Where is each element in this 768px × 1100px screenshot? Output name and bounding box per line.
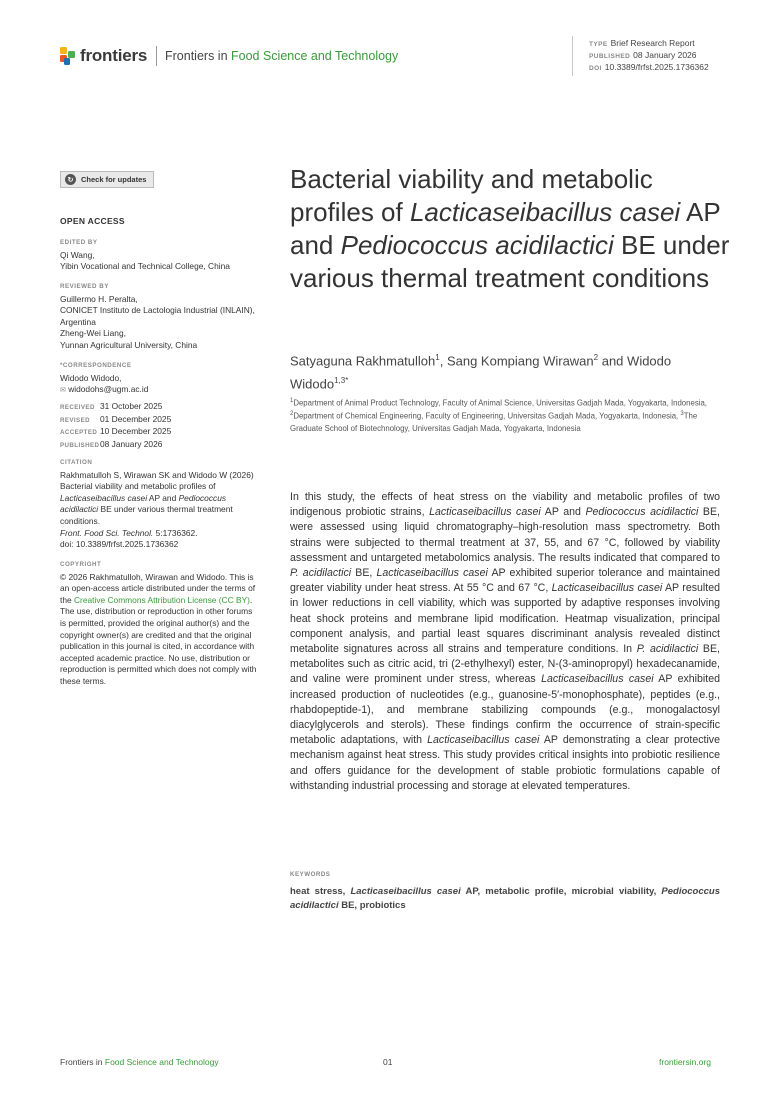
date-label: PUBLISHED [60,441,100,449]
date-value: 01 December 2025 [100,413,172,424]
text-run: heat stress, [290,886,351,897]
species-name: P. acidilactici [290,567,352,580]
check-for-updates-button[interactable] [60,171,154,188]
title-part: BE under various thermal treatment conditions [290,230,730,293]
text-run: BE, probiotics [338,900,406,911]
author-name[interactable]: Sang Kompiang Wirawan [446,353,594,369]
author-conj: and [598,353,624,369]
affiliation: Department of Chemical Engineering, Faculty of Engineering, Universitas Gadjah Mada, Yogyakarta, Indonesia, [293,411,681,421]
date-label: ACCEPTED [60,429,98,437]
text-run: BE, were assessed using liquid chromatography–high-resolution mass spectrometry. Both strains were subjected to thermal treatment at 37, 55, and 67 °C, followed by viability assessment and untargeted metabolomics analysis. The results indicated that compared to [290,506,720,564]
journal-title: Food Science and Technology [231,49,399,63]
species-name: Lacticaseibacillus casei [429,506,541,519]
frontiers-logo-icon [60,47,76,65]
text-run: BE, [351,567,377,580]
citation-label: CITATION [60,459,93,466]
date-value: 08 January 2026 [100,438,163,449]
correspondence-name: Widodo Widodo, [60,372,122,383]
date-label: RECEIVED [60,404,95,411]
copyright-part: © 2026 Rakhmatulloh, Wirawan and Widodo. This is an open-access article distributed under the terms of the [60,571,256,605]
text-run: AP exhibited increased production of nucleotides (e.g., guanosine-5′-monophosphate), peptides (e.g., rhabdopeptide-1), and membrane stabilizing compounds (e.g., monogalactosyl diacylglycerols and sterols). These findings confirm the occurrence of strain-specific metabolic adaptations, with [290,673,720,747]
title-species: Lacticaseibacillus casei [409,197,681,227]
text-run: AP and [540,506,586,519]
affil-sup: 1 [290,398,294,404]
species-name: Pediococcus acidilactici [585,506,699,519]
author-name[interactable]: Satyaguna Rakhmatulloh [290,353,436,369]
footer-journal[interactable] [60,1057,219,1067]
article-dates [60,401,260,451]
frontiers-logo[interactable] [60,44,147,68]
copyright-text [60,572,260,688]
logo-wordmark: frontiers [80,46,148,65]
citation-part: BE under various thermal treatment conditions. [60,504,233,526]
reviewer-affiliation: Yunnan Agricultural University, China [60,339,198,350]
accepted-date [60,426,260,439]
keywords [290,885,720,913]
meta-divider [572,36,573,76]
affiliations [290,396,720,435]
doi-value: 10.3389/frfst.2025.1736362 [604,62,709,72]
correspondence [60,360,260,397]
affil-sup: 2 [290,411,294,418]
check-updates-label: Check for updates [81,175,147,184]
published-label: PUBLISHED [589,53,631,60]
edited-by-label: EDITED BY [60,239,98,246]
article-title [290,163,730,295]
correspondence-email[interactable] [60,384,260,397]
reviewer-affiliation: CONICET Instituto de Lactologia Industrial (INLAIN), Argentina [60,305,255,327]
citation-volume: 5:1736362. [153,527,198,538]
published-value: 08 January 2026 [633,50,697,60]
citation-doi[interactable]: doi: 10.3389/frfst.2025.1736362 [60,539,179,550]
species-name: P. acidilactici [636,643,699,656]
date-value: 10 December 2025 [100,426,172,437]
species-name: Lacticaseibacillus casei [350,886,461,897]
footer-site-link[interactable]: frontiersin.org [659,1057,711,1067]
species-name: Lacticaseibacillus casei [376,567,488,580]
citation-journal: Front. Food Sci. Technol. [60,527,154,538]
page-number: 01 [383,1057,393,1067]
header-divider [156,46,157,66]
author-name[interactable]: Widodo Widodo [290,353,672,392]
reviewed-by [60,281,260,352]
type-value: Brief Research Report [610,38,695,48]
author-list: Satyaguna Rakhmatulloh$^1$, Sang Kompiang Wirawan$^2$ and Widodo Widodo$^{1,3*}$ [290,353,672,392]
text-run: AP exhibited superior tolerance and maintained greater viability under heat stress. At 55 °C and 67 °C, [290,567,720,595]
author-sup: 1 [435,353,440,362]
citation-part: Rakhmatulloh S, Wirawan SK and Widodo W (2026) Bacterial viability and metabolic profiles of [60,469,254,492]
open-access-label: OPEN ACCESS [60,216,125,226]
reviewer-name: Guillermo H. Peralta, [60,293,138,304]
title-species: Pediococcus acidilactici [340,230,614,260]
citation-species: Lacticaseibacillus casei [60,492,148,503]
copyright-part: . The use, distribution or reproduction in other forums is permitted, provided the original author(s) and the copyright owner(s) are credited and that the original publication in this journal is cited, in accordance with accepted academic practice. No use, distribution or reproduction is permitted which does not comply with these terms. [60,594,257,686]
title-part: Bacterial viability and metabolic profiles of [290,164,653,227]
citation-text [60,470,260,551]
title-part: AP and [290,197,721,260]
species-name: Lacticaseibacillus casei [551,582,663,595]
email-address: widodohs@ugm.ac.id [68,384,149,395]
copyright-label: COPYRIGHT [60,561,102,568]
footer-journal-prefix: Frontiers in [60,1057,105,1067]
affiliation: Department of Animal Product Technology, Faculty of Animal Science, Universitas Gadjah Mada, Yogyakarta, Indonesia, [293,398,707,408]
abstract [290,490,720,794]
reviewer-name: Zheng-Wei Liang, [60,328,126,339]
author-sup: 1,3* [334,376,349,386]
doi[interactable] [589,61,709,75]
date-label: REVISED [60,416,90,424]
text-run: BE, metabolites such as citric acid, tri (2-ethylhexyl) ester, N-(3-aminopropyl) hexadecanamide, and valine were prominent under stress, whereas [290,643,720,686]
affil-sup: 3 [680,411,684,418]
license-link[interactable]: Creative Commons Attribution License (CC BY) [73,594,250,605]
copyright [60,559,260,688]
footer-journal-name: Food Science and Technology [104,1057,219,1067]
refresh-icon: ↻ [65,174,76,185]
text-run: AP, metabolic profile, microbial viability, [460,886,662,897]
editor-affiliation: Yibin Vocational and Technical College, China [60,261,230,272]
text-run: In this study, the effects of heat stress on the viability and metabolic profiles of two indigenous probiotic strains, [290,491,720,519]
journal-prefix: Frontiers in [165,49,231,63]
text-run: AP demonstrating a clear protective mechanism against heat stress. This study provides critical insights into probiotic resilience and offers guidance for the development of stable probiotic formulations capable of withstanding industrial processing and storage at elevated temperatures. [290,734,720,792]
species-name: Lacticaseibacillus casei [427,734,540,747]
doi-label: DOI [589,65,602,72]
email-icon: ✉ [60,387,66,395]
species-name: Pediococcus acidilactici [290,886,721,911]
received-date [60,401,260,414]
author-sup: 2 [593,353,599,362]
published-date-sidebar [60,439,260,452]
citation [60,457,260,551]
reviewed-by-label: REVIEWED BY [60,283,109,290]
text-run: AP resulted in lower reductions in cell viability, which was supported by adaptive responses involving heat shock proteins and membrane lipid modification. Heatmap visualization, principal component analysis, and partial least squares discriminant analysis revealed distinct metabolite signatures across all strains and temperature conditions. In [290,582,720,656]
editor-name: Qi Wang, [60,249,95,260]
type-label: TYPE [589,41,608,48]
affiliation: The Graduate School of Biotechnology, Universitas Gadjah Mada, Yogyakarta, Indonesia [290,411,698,433]
journal-name[interactable] [165,49,398,63]
revised-date [60,414,260,427]
citation-part: AP and [147,492,179,503]
edited-by [60,237,260,273]
species-name: Lacticaseibacillus casei [541,673,654,686]
correspondence-label: *CORRESPONDENCE [60,362,132,369]
keywords-label: KEYWORDS [290,871,331,878]
date-value: 31 October 2025 [100,401,163,411]
citation-species: Pediococcus acidilactici [60,492,227,515]
